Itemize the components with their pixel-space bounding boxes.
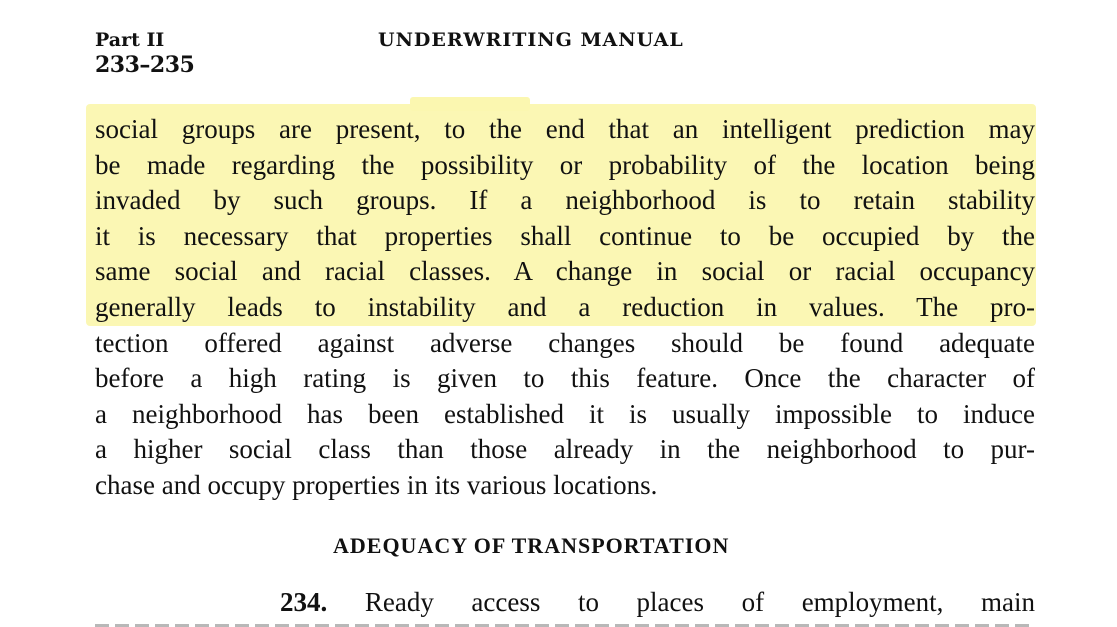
paragraph-line: a neighborhood has been established it is usually impossible to induce [95,398,1035,429]
paragraph-line: social groups are present, to the end that an intelligent prediction may [95,114,1035,144]
paragraph-line: be made regarding the possibility or probability of the location being [95,149,1035,180]
section-range: 233–235 [95,52,195,78]
paragraph-234 [280,585,1035,620]
paragraph-line: before a high rating is given to this feature. Once the character of [95,363,1035,394]
paragraph-line: Ready access to places of employment, main [327,587,1035,617]
paragraph-line: it is necessary that properties shall continue to be occupied by the [95,220,1035,251]
cutoff-text-line [95,618,1035,627]
paragraph-233 [95,112,1035,504]
section-heading: ADEQUACY OF TRANSPORTATION [333,533,730,558]
paragraph-line: invaded by such groups. If a neighborhood is to retain stability [95,185,1035,216]
paragraph-number: 234. [280,587,328,617]
paragraph-line: generally leads to instability and a reduction in values. The pro- [95,291,1035,322]
running-title: UNDERWRITING MANUAL [378,29,684,51]
part-label: Part II [95,29,165,51]
paragraph-line: same social and racial classes. A change in social or racial occupancy [95,256,1035,287]
paragraph-line: tection offered against adverse changes should be found adequate [95,327,1035,358]
paragraph-line: a higher social class than those already in the neighborhood to pur- [95,434,1035,465]
paragraph-line: chase and occupy properties in its various locations. [95,469,658,500]
